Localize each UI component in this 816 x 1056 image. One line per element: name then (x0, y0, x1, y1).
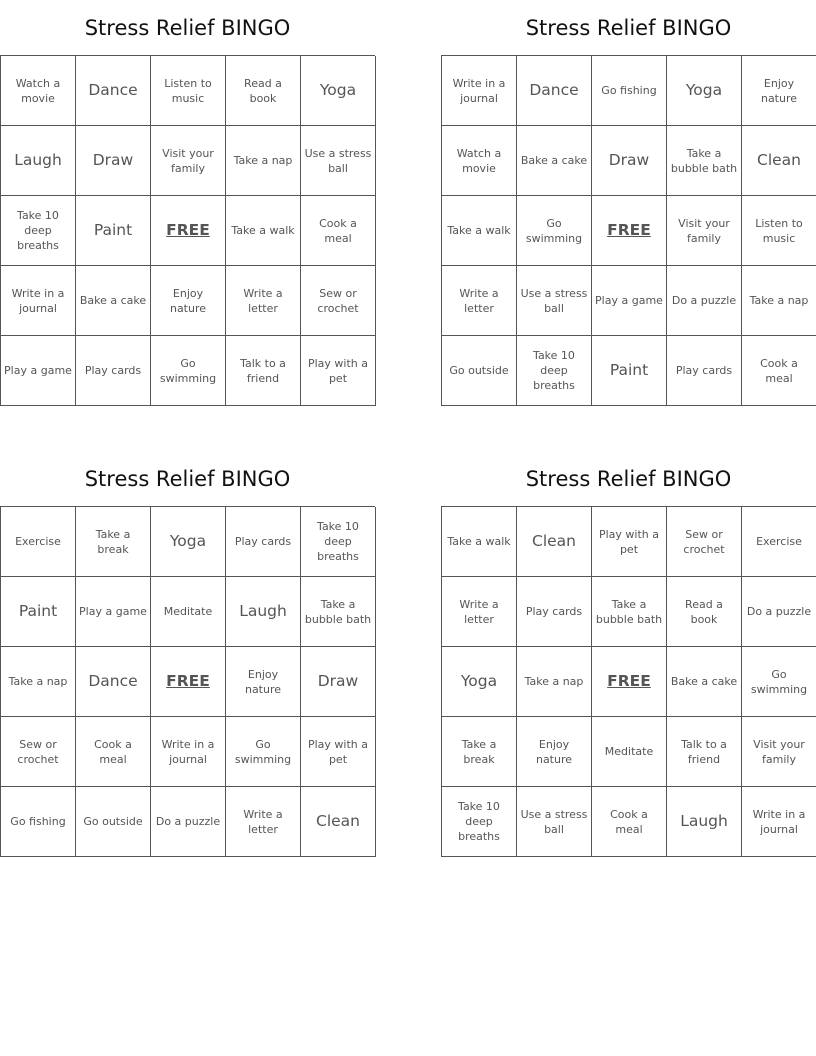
bingo-cell: Meditate (151, 577, 226, 647)
bingo-card-1 (0, 0, 375, 406)
bingo-cell: Draw (301, 647, 376, 717)
bingo-cell: Do a puzzle (667, 266, 742, 336)
bingo-cell: Clean (301, 787, 376, 857)
bingo-cell: Dance (76, 647, 151, 717)
bingo-grid (441, 506, 816, 857)
bingo-cell: Sew or crochet (667, 507, 742, 577)
bingo-cell: Write in a journal (151, 717, 226, 787)
bingo-cell: Go swimming (742, 647, 816, 717)
bingo-cell: Play cards (517, 577, 592, 647)
bingo-cell: Exercise (1, 507, 76, 577)
bingo-cell: Take a nap (517, 647, 592, 717)
card-title: Stress Relief BINGO (525, 15, 732, 40)
bingo-cell: Play with a pet (301, 717, 376, 787)
bingo-cell: Take a walk (442, 507, 517, 577)
bingo-cell: Paint (1, 577, 76, 647)
bingo-cell: Bake a cake (517, 126, 592, 196)
bingo-cell: Read a book (667, 577, 742, 647)
bingo-cell: Play a game (592, 266, 667, 336)
bingo-cell: Yoga (301, 56, 376, 126)
bingo-cell: Clean (517, 507, 592, 577)
bingo-cell: Listen to music (742, 196, 816, 266)
bingo-card-2 (441, 0, 816, 406)
bingo-cell: Draw (592, 126, 667, 196)
bingo-card-3 (0, 451, 375, 857)
bingo-cell: Sew or crochet (301, 266, 376, 336)
bingo-grid (0, 506, 375, 857)
bingo-cell: Talk to a friend (667, 717, 742, 787)
bingo-cell: Take a walk (442, 196, 517, 266)
bingo-cell: Dance (517, 56, 592, 126)
bingo-cell: Play cards (226, 507, 301, 577)
bingo-cell: Write a letter (442, 266, 517, 336)
bingo-cell: Go outside (442, 336, 517, 406)
bingo-cell: Yoga (442, 647, 517, 717)
bingo-cell: Yoga (151, 507, 226, 577)
bingo-cell: Play a game (1, 336, 76, 406)
bingo-cell: Laugh (226, 577, 301, 647)
bingo-cell: Bake a cake (667, 647, 742, 717)
bingo-cell: Cook a meal (592, 787, 667, 857)
free-space-cell: FREE (592, 647, 667, 717)
bingo-cell: Take a bubble bath (301, 577, 376, 647)
bingo-cell: Listen to music (151, 56, 226, 126)
bingo-cell: Exercise (742, 507, 816, 577)
bingo-cell: Meditate (592, 717, 667, 787)
bingo-cell: Watch a movie (1, 56, 76, 126)
bingo-cell: Use a stress ball (517, 266, 592, 336)
bingo-cell: Enjoy nature (517, 717, 592, 787)
bingo-cell: Yoga (667, 56, 742, 126)
card-title: Stress Relief BINGO (84, 15, 291, 40)
bingo-cell: Write in a journal (742, 787, 816, 857)
bingo-cell: Go swimming (226, 717, 301, 787)
bingo-cell: Draw (76, 126, 151, 196)
bingo-cell: Laugh (1, 126, 76, 196)
bingo-grid (441, 55, 816, 406)
bingo-cell: Take 10 deep breaths (301, 507, 376, 577)
bingo-cell: Take a break (442, 717, 517, 787)
bingo-cell: Enjoy nature (151, 266, 226, 336)
bingo-cell: Go fishing (1, 787, 76, 857)
bingo-card-4 (441, 451, 816, 857)
bingo-cell: Go fishing (592, 56, 667, 126)
bingo-cell: Write a letter (226, 787, 301, 857)
bingo-cell: Enjoy nature (742, 56, 816, 126)
bingo-cell: Do a puzzle (151, 787, 226, 857)
bingo-cell: Go outside (76, 787, 151, 857)
bingo-cell: Paint (76, 196, 151, 266)
free-space-cell: FREE (592, 196, 667, 266)
bingo-cell: Talk to a friend (226, 336, 301, 406)
bingo-cell: Write in a journal (442, 56, 517, 126)
bingo-cell: Use a stress ball (517, 787, 592, 857)
bingo-cell: Paint (592, 336, 667, 406)
bingo-cell: Bake a cake (76, 266, 151, 336)
bingo-cell: Write a letter (226, 266, 301, 336)
bingo-cell: Take a bubble bath (667, 126, 742, 196)
bingo-cell: Play a game (76, 577, 151, 647)
bingo-cell: Take a nap (742, 266, 816, 336)
bingo-cell: Visit your family (151, 126, 226, 196)
bingo-cell: Take 10 deep breaths (1, 196, 76, 266)
bingo-cell: Take a nap (226, 126, 301, 196)
bingo-grid (0, 55, 375, 406)
bingo-cell: Enjoy nature (226, 647, 301, 717)
bingo-cell: Take 10 deep breaths (442, 787, 517, 857)
bingo-cell: Laugh (667, 787, 742, 857)
bingo-cell: Cook a meal (301, 196, 376, 266)
bingo-cell: Take a walk (226, 196, 301, 266)
bingo-cell: Cook a meal (76, 717, 151, 787)
bingo-cell: Sew or crochet (1, 717, 76, 787)
bingo-cell: Write a letter (442, 577, 517, 647)
bingo-cell: Play cards (76, 336, 151, 406)
card-title: Stress Relief BINGO (525, 466, 732, 491)
free-space-cell: FREE (151, 196, 226, 266)
bingo-cell: Watch a movie (442, 126, 517, 196)
bingo-cell: Take a nap (1, 647, 76, 717)
bingo-cell: Use a stress ball (301, 126, 376, 196)
bingo-cell: Cook a meal (742, 336, 816, 406)
card-title: Stress Relief BINGO (84, 466, 291, 491)
bingo-cell: Go swimming (517, 196, 592, 266)
bingo-cell: Take a break (76, 507, 151, 577)
bingo-cell: Visit your family (667, 196, 742, 266)
bingo-cell: Take 10 deep breaths (517, 336, 592, 406)
bingo-cell: Read a book (226, 56, 301, 126)
bingo-cell: Write in a journal (1, 266, 76, 336)
bingo-cell: Clean (742, 126, 816, 196)
bingo-cell: Play with a pet (592, 507, 667, 577)
bingo-cell: Go swimming (151, 336, 226, 406)
bingo-cell: Take a bubble bath (592, 577, 667, 647)
free-space-cell: FREE (151, 647, 226, 717)
bingo-cell: Visit your family (742, 717, 816, 787)
bingo-cell: Play with a pet (301, 336, 376, 406)
bingo-cell: Do a puzzle (742, 577, 816, 647)
bingo-cell: Dance (76, 56, 151, 126)
bingo-cell: Play cards (667, 336, 742, 406)
